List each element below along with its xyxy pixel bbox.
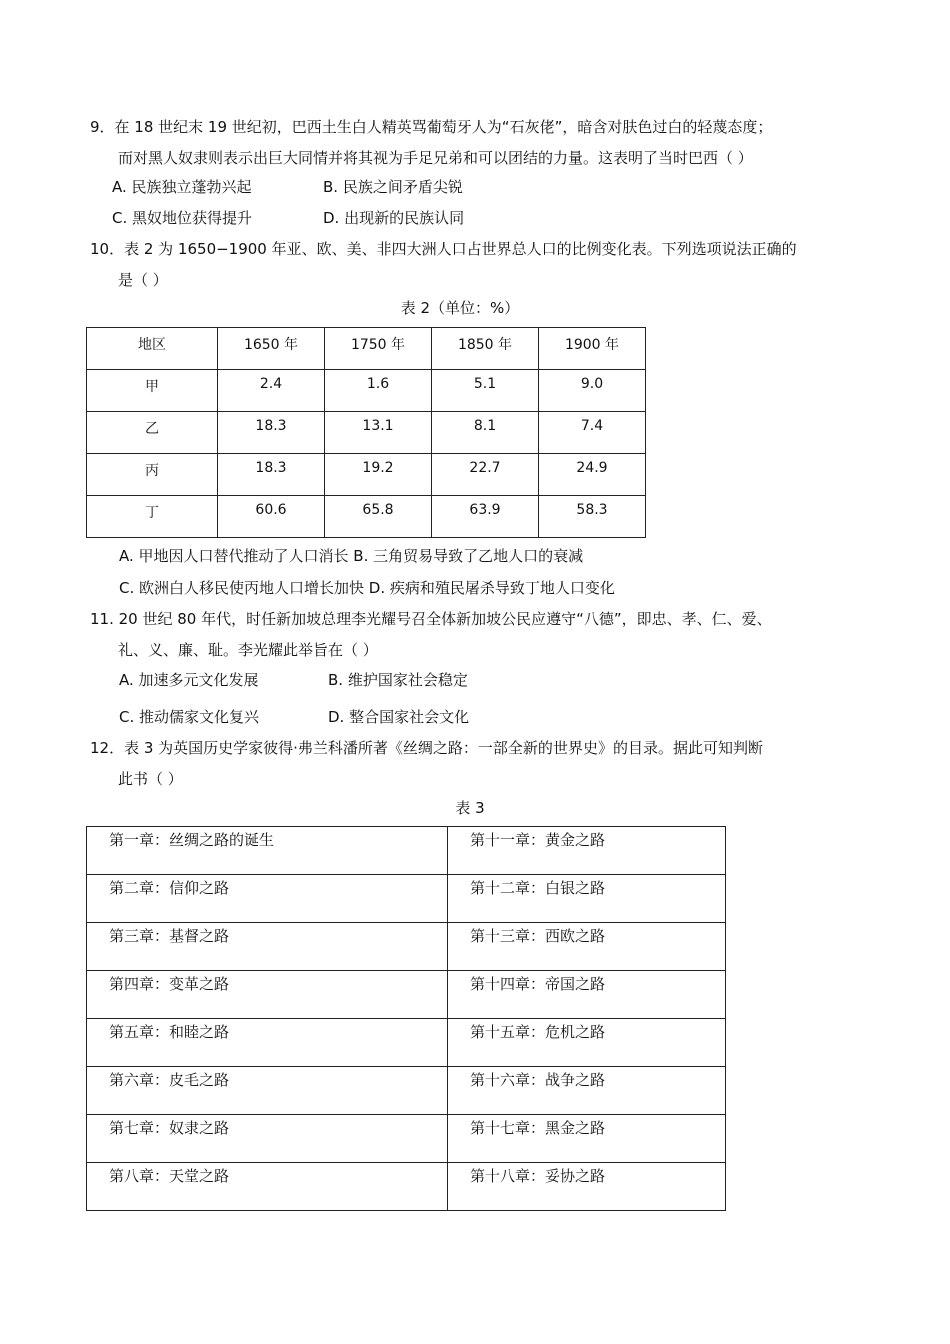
q11-option-c: C. 推动儒家文化复兴 <box>119 708 260 726</box>
table2-cell: 乙 <box>87 412 218 454</box>
q11-stem-line1: 11. 20 世纪 80 年代，时任新加坡总理李光耀号召全体新加坡公民应遵守“八德”，即忠、孝、仁、爱、 <box>90 610 772 628</box>
table2-row <box>87 496 646 538</box>
table2-row <box>87 454 646 496</box>
q9-option-b: B. 民族之间矛盾尖锐 <box>323 178 463 196</box>
table3-cell: 第一章：丝绸之路的诞生 <box>87 827 448 875</box>
table3-row <box>87 923 726 971</box>
q11-option-d: D. 整合国家社会文化 <box>328 708 470 726</box>
table2-cell: 8.1 <box>432 412 539 454</box>
q10-options-line1: A. 甲地因人口替代推动了人口消长 B. 三角贸易导致了乙地人口的衰减 <box>119 547 584 565</box>
table2-cell: 24.9 <box>539 454 646 496</box>
table2-cell: 5.1 <box>432 370 539 412</box>
table2-cell: 18.3 <box>218 454 325 496</box>
table3-cell: 第三章：基督之路 <box>87 923 448 971</box>
table2-cell: 22.7 <box>432 454 539 496</box>
table3-cell: 第十八章：妥协之路 <box>448 1163 726 1211</box>
table2 <box>86 327 646 538</box>
table2-cell: 丁 <box>87 496 218 538</box>
table3 <box>86 826 726 1211</box>
table3-cell: 第十一章：黄金之路 <box>448 827 726 875</box>
table2-caption: 表 2（单位：%） <box>400 299 520 317</box>
table3-cell: 第五章：和睦之路 <box>87 1019 448 1067</box>
q10-stem-line1: 10．表 2 为 1650−1900 年亚、欧、美、非四大洲人口占世界总人口的比例变化表。下列选项说法正确的 <box>90 240 797 258</box>
table3-cell: 第十三章：西欧之路 <box>448 923 726 971</box>
q10-options-line2: C. 欧洲白人移民使丙地人口增长加快 D. 疾病和殖民屠杀导致丁地人口变化 <box>119 579 615 597</box>
q11-option-b: B. 维护国家社会稳定 <box>328 671 468 689</box>
table3-row <box>87 971 726 1019</box>
q9-stem-line1: 9．在 18 世纪末 19 世纪初，巴西土生白人精英骂葡萄牙人为“石灰佬”，暗含对肤色过白的轻蔑态度； <box>90 118 773 136</box>
table3-cell: 第十二章：白银之路 <box>448 875 726 923</box>
q11-option-a: A. 加速多元文化发展 <box>119 671 259 689</box>
table2-header-cell: 1850 年 <box>432 328 539 370</box>
table2-header-cell: 1750 年 <box>325 328 432 370</box>
table3-row <box>87 1019 726 1067</box>
table2-header-cell: 1650 年 <box>218 328 325 370</box>
table3-cell: 第十六章：战争之路 <box>448 1067 726 1115</box>
table3-cell: 第十七章：黑金之路 <box>448 1115 726 1163</box>
table2-cell: 2.4 <box>218 370 325 412</box>
table3-cell: 第四章：变革之路 <box>87 971 448 1019</box>
q11-stem-line2: 礼、义、廉、耻。李光耀此举旨在（ ） <box>118 641 378 659</box>
table2-header-cell: 1900 年 <box>539 328 646 370</box>
q9-option-d: D. 出现新的民族认同 <box>323 209 465 227</box>
table3-cell: 第六章：皮毛之路 <box>87 1067 448 1115</box>
table3-cell: 第十四章：帝国之路 <box>448 971 726 1019</box>
table2-cell: 63.9 <box>432 496 539 538</box>
table3-cell: 第八章：天堂之路 <box>87 1163 448 1211</box>
table2-cell: 7.4 <box>539 412 646 454</box>
table2-cell: 1.6 <box>325 370 432 412</box>
table2-cell: 65.8 <box>325 496 432 538</box>
table2-cell: 甲 <box>87 370 218 412</box>
table3-cell: 第二章：信仰之路 <box>87 875 448 923</box>
q9-option-c: C. 黑奴地位获得提升 <box>112 209 253 227</box>
table2-header-row <box>87 328 646 370</box>
table2-cell: 19.2 <box>325 454 432 496</box>
table3-cell: 第十五章：危机之路 <box>448 1019 726 1067</box>
table2-cell: 9.0 <box>539 370 646 412</box>
table3-caption: 表 3 <box>455 799 485 817</box>
q9-option-a: A. 民族独立蓬勃兴起 <box>112 178 252 196</box>
table3-row <box>87 827 726 875</box>
table3-row <box>87 875 726 923</box>
q12-stem-line1: 12．表 3 为英国历史学家彼得·弗兰科潘所著《丝绸之路：一部全新的世界史》的目录。据此可知判断 <box>90 739 763 757</box>
table3-row <box>87 1115 726 1163</box>
q10-stem-line2: 是（ ） <box>118 271 168 289</box>
table3-row <box>87 1163 726 1211</box>
table3-row <box>87 1067 726 1115</box>
table2-cell: 60.6 <box>218 496 325 538</box>
q12-stem-line2: 此书（ ） <box>118 770 183 788</box>
table2-row <box>87 412 646 454</box>
table2-cell: 58.3 <box>539 496 646 538</box>
table2-cell: 丙 <box>87 454 218 496</box>
table2-cell: 13.1 <box>325 412 432 454</box>
table3-cell: 第七章：奴隶之路 <box>87 1115 448 1163</box>
q9-stem-line2: 而对黑人奴隶则表示出巨大同情并将其视为手足兄弟和可以团结的力量。这表明了当时巴西（ ） <box>118 149 753 167</box>
table2-header-cell: 地区 <box>87 328 218 370</box>
table2-cell: 18.3 <box>218 412 325 454</box>
table2-row <box>87 370 646 412</box>
